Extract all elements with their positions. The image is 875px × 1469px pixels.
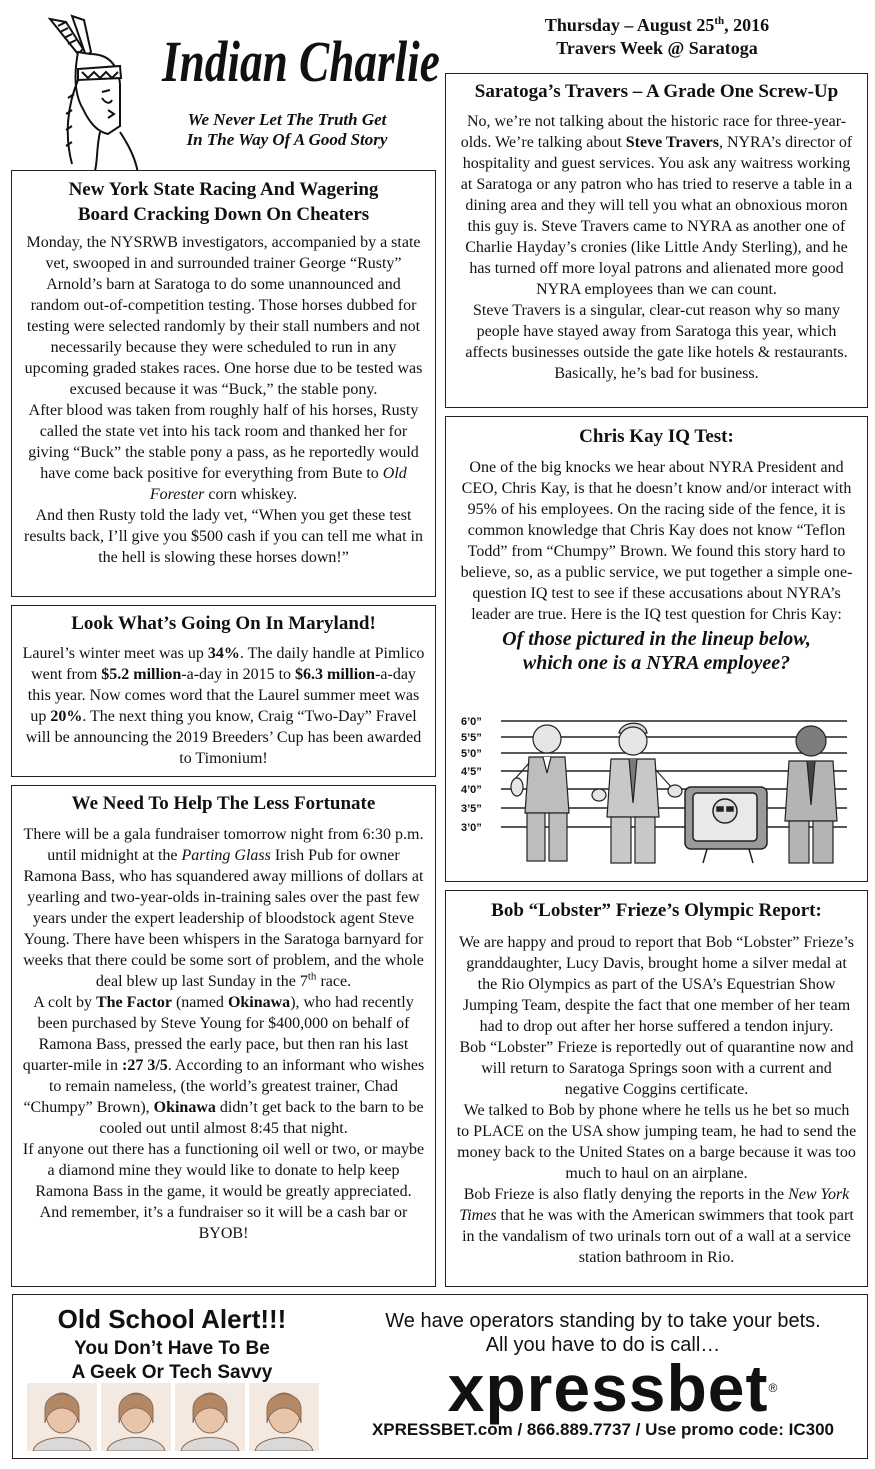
height-label: 6’0”: [461, 716, 482, 728]
lineup-tv-suspect: [685, 787, 767, 863]
article-body: Laurel’s winter meet was up 34%. The daily handle at Pimlico went from $5.2 million-a-day in 2015 to $6.3 million-a-day this year. Now comes word that the Laurel summer meet was up 20%. The next thing you know, Craig “Two-Day” Fravel will be announcing the 2019 Breeders’ Cup has been awarded to Timonium!: [22, 645, 425, 767]
operator-photo: [101, 1383, 171, 1451]
xpressbet-advertisement: [12, 1294, 868, 1459]
height-label: 5’0”: [461, 748, 482, 760]
masthead-tagline: [162, 110, 412, 150]
article-travers: [445, 73, 868, 408]
ad-operator-photos: [25, 1383, 325, 1451]
article-headline: We Need To Help The Less Fortunate: [71, 793, 376, 814]
masthead-title: Indian Charlie: [162, 29, 440, 94]
operator-photo: [27, 1383, 97, 1451]
article-body: One of the big knocks we hear about NYRA President and CEO, Chris Kay, is that he doesn’t know and/or interact with 95% of his employees. On the racing side of the fence, it is common knowledge that Chris Kay does not know “Teflon Todd” from “Chumpy” Brown. We found this story hard to believe, so, as a public service, we put together a simple one-question IQ test to see if these accusations about NYRA’s leader are true. Here is the IQ test question for Chris Kay:: [460, 459, 853, 623]
article-body: We are happy and proud to report that Bob “Lobster” Frieze’s granddaughter, Lucy Davis, brought home a silver medal at the Rio Olympics as part of the USA’s Equestrian Show Jumping Team, despite the fact that one member of her team had to drop out after her horse suffered a tendon injury. Bob “Lobster” Frieze is reportedly out of quarantine now and will return to Saratoga Springs soon with a current and negative Coggins certificate. We talked to Bob by phone where he tells us he bet so much to PLACE on the USA show jumping team, he had to send the money back to the United States on a barge because it was too much to haul on an airplane. Bob Frieze is also flatly denying the reports in the New York Times that he was with the American swimmers that took part in the vandalism of two urinals torn out of a wall at a service station bathroom in Rio.: [456, 934, 857, 1266]
article-fortunate: [11, 785, 436, 1287]
height-label: 4’0”: [461, 784, 482, 796]
iq-question: Of those pictured in the lineup below, which one is a NYRA employee?: [502, 628, 811, 674]
article-headline: Look What’s Going On In Maryland!: [71, 613, 376, 634]
article-body: Monday, the NYSRWB investigators, accompanied by a state vet, swooped in and surrounded trainer George “Rusty” Arnold’s barn at Saratoga to do some unannounced and random out-of-competition testing. Those horses dubbed for testing were selected randomly by their stall numbers and not necessarily because they were scheduled to run in any upcoming graded stakes races. One horse due to be tested was excused because it was “Buck,” the stable pony. After blood was taken from roughly half of his horses, Rusty called the state vet into his tack room and thanked her for giving “Buck” the stable pony a pass, as he reportedly would have come back positive for everything from Bute to Old Forester corn whiskey. And then Rusty told the lady vet, “When you get these test results back, I’ll give you $500 cash if you can tell me what in the hell is slowing these horses down!”: [23, 234, 423, 566]
tagline-line-2: In The Way Of A Good Story: [186, 130, 388, 149]
article-body: There will be a gala fundraiser tomorrow night from 6:30 p.m. until midnight at the Parting Glass Irish Pub for owner Ramona Bass, who has squandered away millions of dollars at yearling and two-year-olds in-training sales over the past few years under the expert leadership of bloodstock agent Steve Young. There have been whispers in the Saratoga barnyard for weeks that there could be some sort of problem, and the whole deal blew up last Sunday in the 7th race. A colt by The Factor (named Okinawa), who had recently been purchased by Steve Young for $400,000 on behalf of Ramona Bass, pressed the early pace, but then ran his last quarter-mile in :27 3/5. According to an informant who wishes to remain nameless, (the world’s greatest trainer, Chad “Chumpy” Brown), Okinawa didn’t get back to the barn to be cooled out until almost 8:45 that night. If anyone out there has a functioning oil well or two, or maybe a diamond mine they would like to donate to help keep Ramona Bass in the game, it would be greatly appreciated. And remember, it’s a fundraiser so it will be a cash bar or BYOB!: [22, 826, 425, 1242]
article-headline: Saratoga’s Travers – A Grade One Screw-Up: [474, 81, 839, 102]
article-body: No, we’re not talking about the historic race for three-year-olds. We’re talking about Steve Travers, NYRA’s director of hospitality and guest services. You ask any waitress working at Saratoga or any patron who has tried to reserve a table in a dining area and they will tell you what an obnoxious moron this guy is. Steve Travers came to NYRA as another one of Charlie Hayday’s cronies (like Little Andy Sterling), and he has turned off more loyal patrons and alienated more good NYRA employees than we can count. Steve Travers is a singular, clear-cut reason why so many people have stayed away from Saratoga this year, which affects businesses outside the gate like hotels & restaurants. Basically, he’s bad for business.: [460, 113, 853, 382]
operator-photo: [249, 1383, 319, 1451]
article-frieze: [445, 890, 868, 1287]
indian-chief-logo: [28, 14, 148, 174]
article-nysrwb: [11, 170, 436, 597]
ad-subheadline: You Don’t Have To Be A Geek Or Tech Savvy: [71, 1338, 273, 1383]
police-lineup-illustration: [459, 713, 859, 873]
lineup-suspect-4: [785, 726, 837, 863]
height-label: 3’5”: [461, 803, 482, 815]
article-headline: Chris Kay IQ Test:: [579, 426, 734, 447]
article-headline: Bob “Lobster” Frieze’s Olympic Report:: [491, 900, 822, 921]
issue-event: Travers Week @ Saratoga: [556, 38, 758, 58]
height-label: 5’5”: [461, 732, 482, 744]
xpressbet-logo: xpressbet®: [447, 1351, 779, 1425]
issue-date: Thursday – August 25th, 2016: [544, 15, 770, 35]
ad-pitch: We have operators standing by to take your bets. All you have to do is call…: [385, 1310, 821, 1356]
ad-headline: Old School Alert!!!: [57, 1304, 287, 1334]
article-maryland: [11, 605, 436, 777]
height-label: 4’5”: [461, 766, 482, 778]
tagline-line-1: We Never Let The Truth Get: [187, 110, 387, 129]
lineup-suspect-1: [511, 725, 569, 861]
operator-photo: [175, 1383, 245, 1451]
height-label: 3’0”: [461, 822, 482, 834]
ad-contact-line: XPRESSBET.com / 866.889.7737 / Use promo code: IC300: [371, 1420, 835, 1439]
dateline: [448, 14, 866, 60]
article-headline: New York State Racing And Wagering Board Cracking Down On Cheaters: [68, 179, 379, 225]
lineup-suspect-2: [592, 723, 682, 863]
